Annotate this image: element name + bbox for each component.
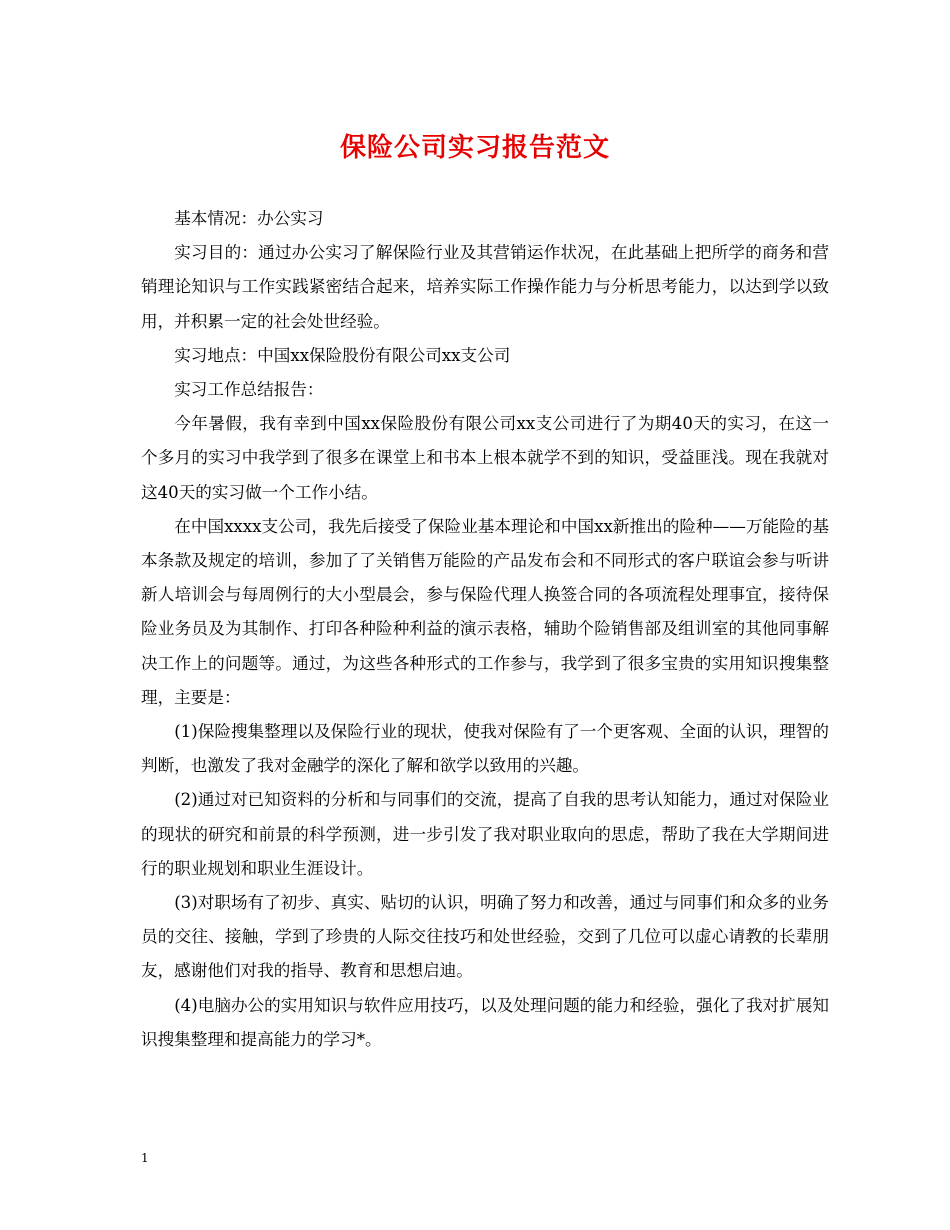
paragraph-location: 实习地点：中国xx保险股份有限公司xx支公司: [174, 345, 511, 365]
paragraph-point-4: (4)电脑办公的实用知识与软件应用技巧，以及处理问题的能力和经验，强化了我对扩展知识搜集整理和提高能力的学习*。: [141, 995, 829, 1049]
paragraph-report-heading: 实习工作总结报告：: [174, 380, 324, 400]
page-number: 1: [141, 1151, 149, 1165]
paragraph-point-2: (2)通过对已知资料的分析和与同事们的交流，提高了自我的思考认知能力，通过对保险业的现状的研究和前景的科学预测，进一步引发了我对职业取向的思虑，帮助了我在大学期间进行的职业规划和职业生涯设计。: [141, 790, 829, 878]
paragraph-work-details: 在中国xxxx支公司，我先后接受了保险业基本理论和中国xx新推出的险种——万能险的基本条款及规定的培训，参加了了关销售万能险的产品发布会和不同形式的客户联谊会参与听讲新人培训会与每周例行的大小型晨会，参与保险代理人换签合同的各项流程处理事宜，接待保险业务员及为其制作、打印各种险种利益的演示表格，辅助个险销售部及组训室的其他同事解决工作上的问题等。通过，为这些各种形式的工作参与，我学到了很多宝贵的实用知识搜集整理，主要是：: [141, 516, 829, 707]
paragraph-summer-intro: 今年暑假，我有幸到中国xx保险股份有限公司xx支公司进行了为期40天的实习，在这一个多月的实习中我学到了很多在课堂上和书本上根本就学不到的知识，受益匪浅。现在我就对这40天的实习做一个工作小结。: [141, 414, 829, 502]
document-title: 保险公司实习报告范文: [339, 133, 610, 163]
paragraph-point-1: (1)保险搜集整理以及保险行业的现状，使我对保险有了一个更客观、全面的认识，理智的判断，也激发了我对金融学的深化了解和欲学以致用的兴趣。: [141, 722, 829, 776]
document-body: [141, 202, 829, 1057]
paragraph-purpose: 实习目的：通过办公实习了解保险行业及其营销运作状况，在此基础上把所学的商务和营销理论知识与工作实践紧密结合起来，培养实际工作操作能力与分析思考能力，以达到学以致用，并积累一定的社会处世经验。: [141, 243, 829, 331]
paragraph-basic-info: 基本情况：办公实习: [174, 209, 324, 228]
paragraph-point-3: (3)对职场有了初步、真实、贴切的认识，明确了努力和改善，通过与同事们和众多的业务员的交往、接触，学到了珍贵的人际交往技巧和处世经验，交到了几位可以虚心请教的长辈朋友，感谢他们对我的指导、教育和思想启迪。: [141, 893, 829, 981]
